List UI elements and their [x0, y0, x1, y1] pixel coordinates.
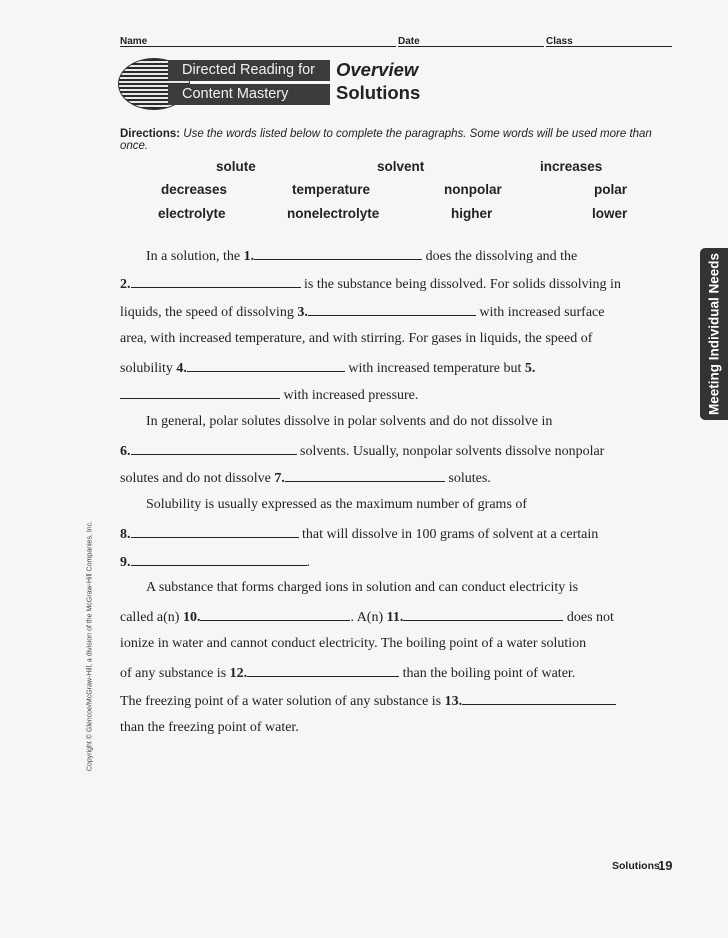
text-line: 2. is the substance being dissolved. For solids dissolving in: [120, 277, 621, 292]
blank-number: 1.: [243, 249, 255, 264]
directions-label: Directions:: [120, 128, 181, 140]
word-bank-item: decreases: [161, 182, 228, 197]
answer-blank[interactable]: [131, 553, 307, 566]
name-label: Name: [120, 36, 148, 47]
word-bank-item: solvent: [377, 159, 425, 174]
banner-title-overview: Overview: [336, 59, 419, 80]
blank-number: 11.: [386, 610, 404, 625]
answer-blank[interactable]: [131, 442, 297, 455]
answer-blank[interactable]: [200, 608, 350, 621]
answer-blank[interactable]: [254, 247, 422, 260]
copyright-notice: Copyright © Glencoe/McGraw-Hill, a division of the McGraw-Hill Companies, Inc.: [86, 520, 94, 772]
answer-blank[interactable]: [131, 275, 301, 288]
word-bank-item: solute: [216, 159, 256, 174]
word-bank-item: nonpolar: [444, 182, 502, 197]
answer-blank[interactable]: [462, 692, 616, 705]
side-tab-label: Meeting Individual Needs: [706, 252, 722, 416]
footer-section: Solutions: [612, 860, 660, 872]
answer-blank[interactable]: [403, 608, 563, 621]
blank-number: 4.: [176, 361, 187, 376]
blank-number: 8.: [120, 527, 131, 542]
banner-line1: Directed Reading for: [168, 60, 330, 81]
text-line: called a(n) 10. . A(n) 11. does not: [120, 610, 614, 625]
class-line[interactable]: [546, 46, 672, 47]
answer-blank[interactable]: [187, 359, 345, 372]
text-line: liquids, the speed of dissolving 3. with increased surface: [120, 305, 605, 320]
date-label: Date: [398, 36, 420, 47]
text-line: In general, polar solutes dissolve in polar solvents and do not dissolve in: [146, 414, 553, 429]
text-line: Solubility is usually expressed as the maximum number of grams of: [146, 497, 528, 512]
word-bank-item: increases: [540, 159, 603, 174]
blank-number: 2.: [120, 277, 131, 292]
text-line: 9. .: [120, 555, 310, 570]
word-bank-item: nonelectrolyte: [287, 206, 380, 221]
text-line: ionize in water and cannot conduct electricity. The boiling point of a water solution: [120, 636, 587, 651]
banner-line2: Content Mastery: [168, 84, 330, 105]
answer-blank[interactable]: [120, 386, 280, 399]
blank-number: 6.: [120, 444, 131, 459]
blank-number: 9.: [120, 555, 131, 570]
word-bank-item: lower: [592, 206, 628, 221]
text-line: A substance that forms charged ions in solution and can conduct electricity is: [146, 580, 579, 595]
word-bank-item: temperature: [292, 182, 371, 197]
directions: [120, 128, 680, 152]
text-line: 6. solvents. Usually, nonpolar solvents dissolve nonpolar: [120, 444, 605, 459]
banner-title-solutions: Solutions: [336, 82, 421, 103]
word-bank-item: electrolyte: [158, 206, 226, 221]
answer-blank[interactable]: [285, 469, 445, 482]
text-line: of any substance is 12. than the boiling point of water.: [120, 666, 576, 681]
text-line: The freezing point of a water solution of any substance is 13.: [120, 692, 616, 710]
class-label: Class: [546, 36, 573, 47]
answer-blank[interactable]: [247, 664, 399, 677]
blank-number: 10.: [182, 610, 201, 625]
blank-number: 5.: [524, 361, 536, 376]
text-line: 8. that will dissolve in 100 grams of solvent at a certain: [120, 527, 599, 542]
blank-number: 3.: [297, 305, 308, 320]
text-line: solutes and do not dissolve 7. solutes.: [120, 471, 491, 486]
word-bank-item: polar: [594, 182, 628, 197]
page-number: 19: [658, 858, 673, 873]
word-bank-item: higher: [451, 206, 493, 221]
text-line: area, with increased temperature, and with stirring. For gases in liquids, the speed of: [120, 331, 593, 346]
name-line[interactable]: [120, 46, 396, 47]
text-line: In a solution, the 1. does the dissolving and the: [146, 249, 578, 264]
text-line: with increased pressure.: [120, 386, 418, 404]
text-line: solubility 4. with increased temperature but 5.: [120, 361, 536, 376]
blank-number: 12.: [229, 666, 248, 681]
blank-number: 13.: [444, 694, 463, 709]
date-line[interactable]: [398, 46, 544, 47]
text-line: than the freezing point of water.: [120, 720, 299, 735]
blank-number: 7.: [274, 471, 285, 486]
answer-blank[interactable]: [308, 303, 476, 316]
banner: [118, 58, 330, 108]
answer-blank[interactable]: [131, 525, 299, 538]
directions-text: Use the words listed below to complete the paragraphs. Some words will be used more than once.: [120, 128, 652, 152]
